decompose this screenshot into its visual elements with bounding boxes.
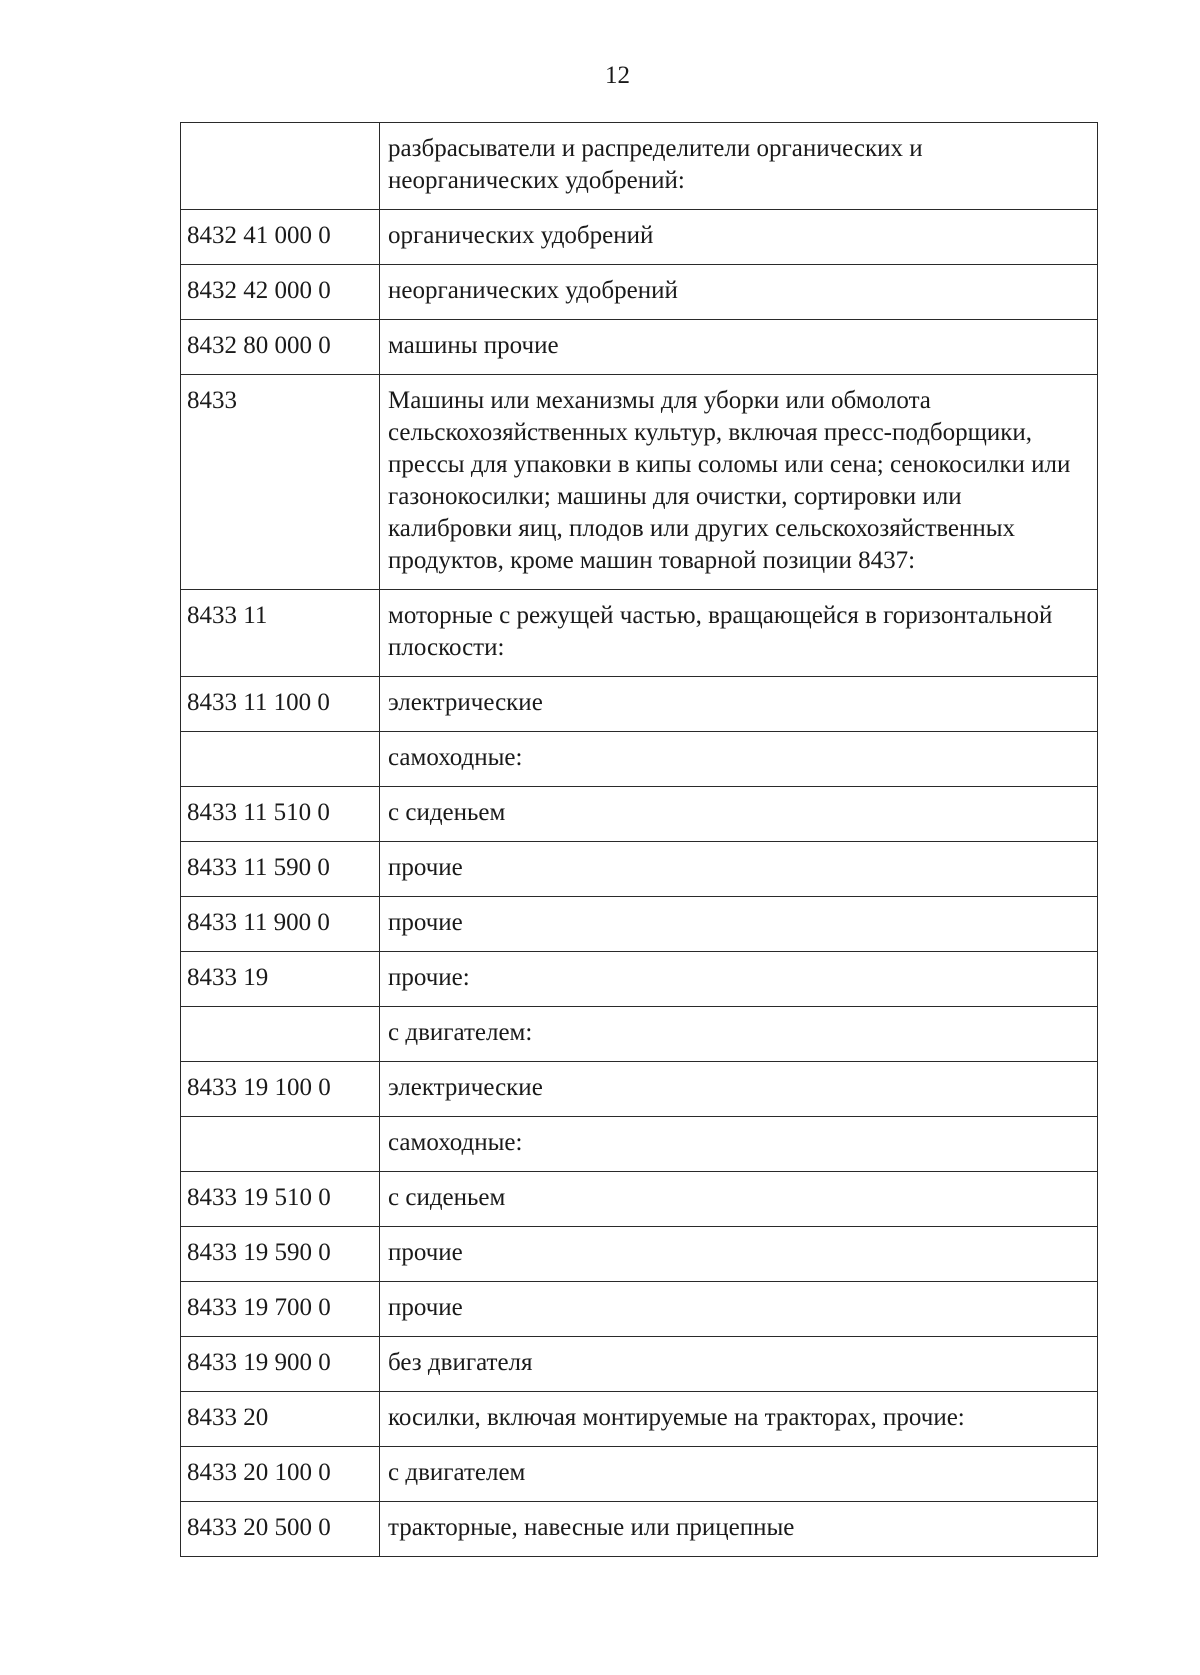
- table-row: [181, 590, 1098, 677]
- code-cell: [181, 732, 380, 787]
- description-cell: самоходные:: [380, 1117, 1098, 1172]
- table-row: [181, 677, 1098, 732]
- table-row: [181, 1227, 1098, 1282]
- code-cell: 8433 20: [181, 1392, 380, 1447]
- description-cell: с двигателем:: [380, 1007, 1098, 1062]
- table-row: [181, 897, 1098, 952]
- table-row: [181, 1062, 1098, 1117]
- description-cell: разбрасыватели и распределители органических и неорганических удобрений:: [380, 123, 1098, 210]
- code-cell: 8433 11: [181, 590, 380, 677]
- code-cell: 8433 11 510 0: [181, 787, 380, 842]
- description-cell: с сиденьем: [380, 787, 1098, 842]
- table-row: [181, 1282, 1098, 1337]
- code-cell: 8433: [181, 375, 380, 590]
- table-row: [181, 952, 1098, 1007]
- code-cell: 8432 41 000 0: [181, 210, 380, 265]
- table-row: [181, 732, 1098, 787]
- description-cell: тракторные, навесные или прицепные: [380, 1502, 1098, 1557]
- description-cell: машины прочие: [380, 320, 1098, 375]
- table-row: [181, 210, 1098, 265]
- code-cell: 8433 19 700 0: [181, 1282, 380, 1337]
- description-cell: без двигателя: [380, 1337, 1098, 1392]
- code-cell: 8432 42 000 0: [181, 265, 380, 320]
- description-cell: косилки, включая монтируемые на тракторах, прочие:: [380, 1392, 1098, 1447]
- table-row: [181, 1447, 1098, 1502]
- description-cell: неорганических удобрений: [380, 265, 1098, 320]
- description-cell: с двигателем: [380, 1447, 1098, 1502]
- description-cell: с сиденьем: [380, 1172, 1098, 1227]
- description-cell: прочие: [380, 897, 1098, 952]
- description-cell: прочие: [380, 842, 1098, 897]
- table-row: [181, 265, 1098, 320]
- description-cell: моторные с режущей частью, вращающейся в горизонтальной плоскости:: [380, 590, 1098, 677]
- code-cell: 8433 19 900 0: [181, 1337, 380, 1392]
- description-cell: прочие: [380, 1282, 1098, 1337]
- table-row: [181, 320, 1098, 375]
- description-cell: Машины или механизмы для уборки или обмолота сельскохозяйственных культур, включая пресс-подборщики, прессы для упаковки в кипы соломы или сена; сенокосилки или газонокосилки; машины для очистки, сортировки или калибровки яиц, плодов или других сельскохозяйственных продуктов, кроме машин товарной позиции 8437:: [380, 375, 1098, 590]
- code-cell: 8433 19 590 0: [181, 1227, 380, 1282]
- table-row: [181, 1392, 1098, 1447]
- code-cell: 8433 11 900 0: [181, 897, 380, 952]
- code-cell: 8433 19 510 0: [181, 1172, 380, 1227]
- code-cell: 8433 11 590 0: [181, 842, 380, 897]
- table-row: [181, 1117, 1098, 1172]
- code-cell: [181, 1117, 380, 1172]
- code-cell: 8433 11 100 0: [181, 677, 380, 732]
- table-row: [181, 1337, 1098, 1392]
- description-cell: прочие:: [380, 952, 1098, 1007]
- description-cell: электрические: [380, 677, 1098, 732]
- table-row: [181, 842, 1098, 897]
- code-cell: 8433 20 500 0: [181, 1502, 380, 1557]
- description-cell: органических удобрений: [380, 210, 1098, 265]
- code-cell: [181, 123, 380, 210]
- description-cell: электрические: [380, 1062, 1098, 1117]
- table-row: [181, 375, 1098, 590]
- code-cell: [181, 1007, 380, 1062]
- description-cell: самоходные:: [380, 732, 1098, 787]
- table-row: [181, 123, 1098, 210]
- table-row: [181, 1502, 1098, 1557]
- table-row: [181, 787, 1098, 842]
- code-cell: 8433 20 100 0: [181, 1447, 380, 1502]
- table-row: [181, 1172, 1098, 1227]
- table-row: [181, 1007, 1098, 1062]
- code-cell: 8433 19: [181, 952, 380, 1007]
- code-cell: 8433 19 100 0: [181, 1062, 380, 1117]
- description-cell: прочие: [380, 1227, 1098, 1282]
- page-number: 12: [605, 62, 630, 89]
- tariff-code-table: [180, 122, 1098, 1557]
- code-cell: 8432 80 000 0: [181, 320, 380, 375]
